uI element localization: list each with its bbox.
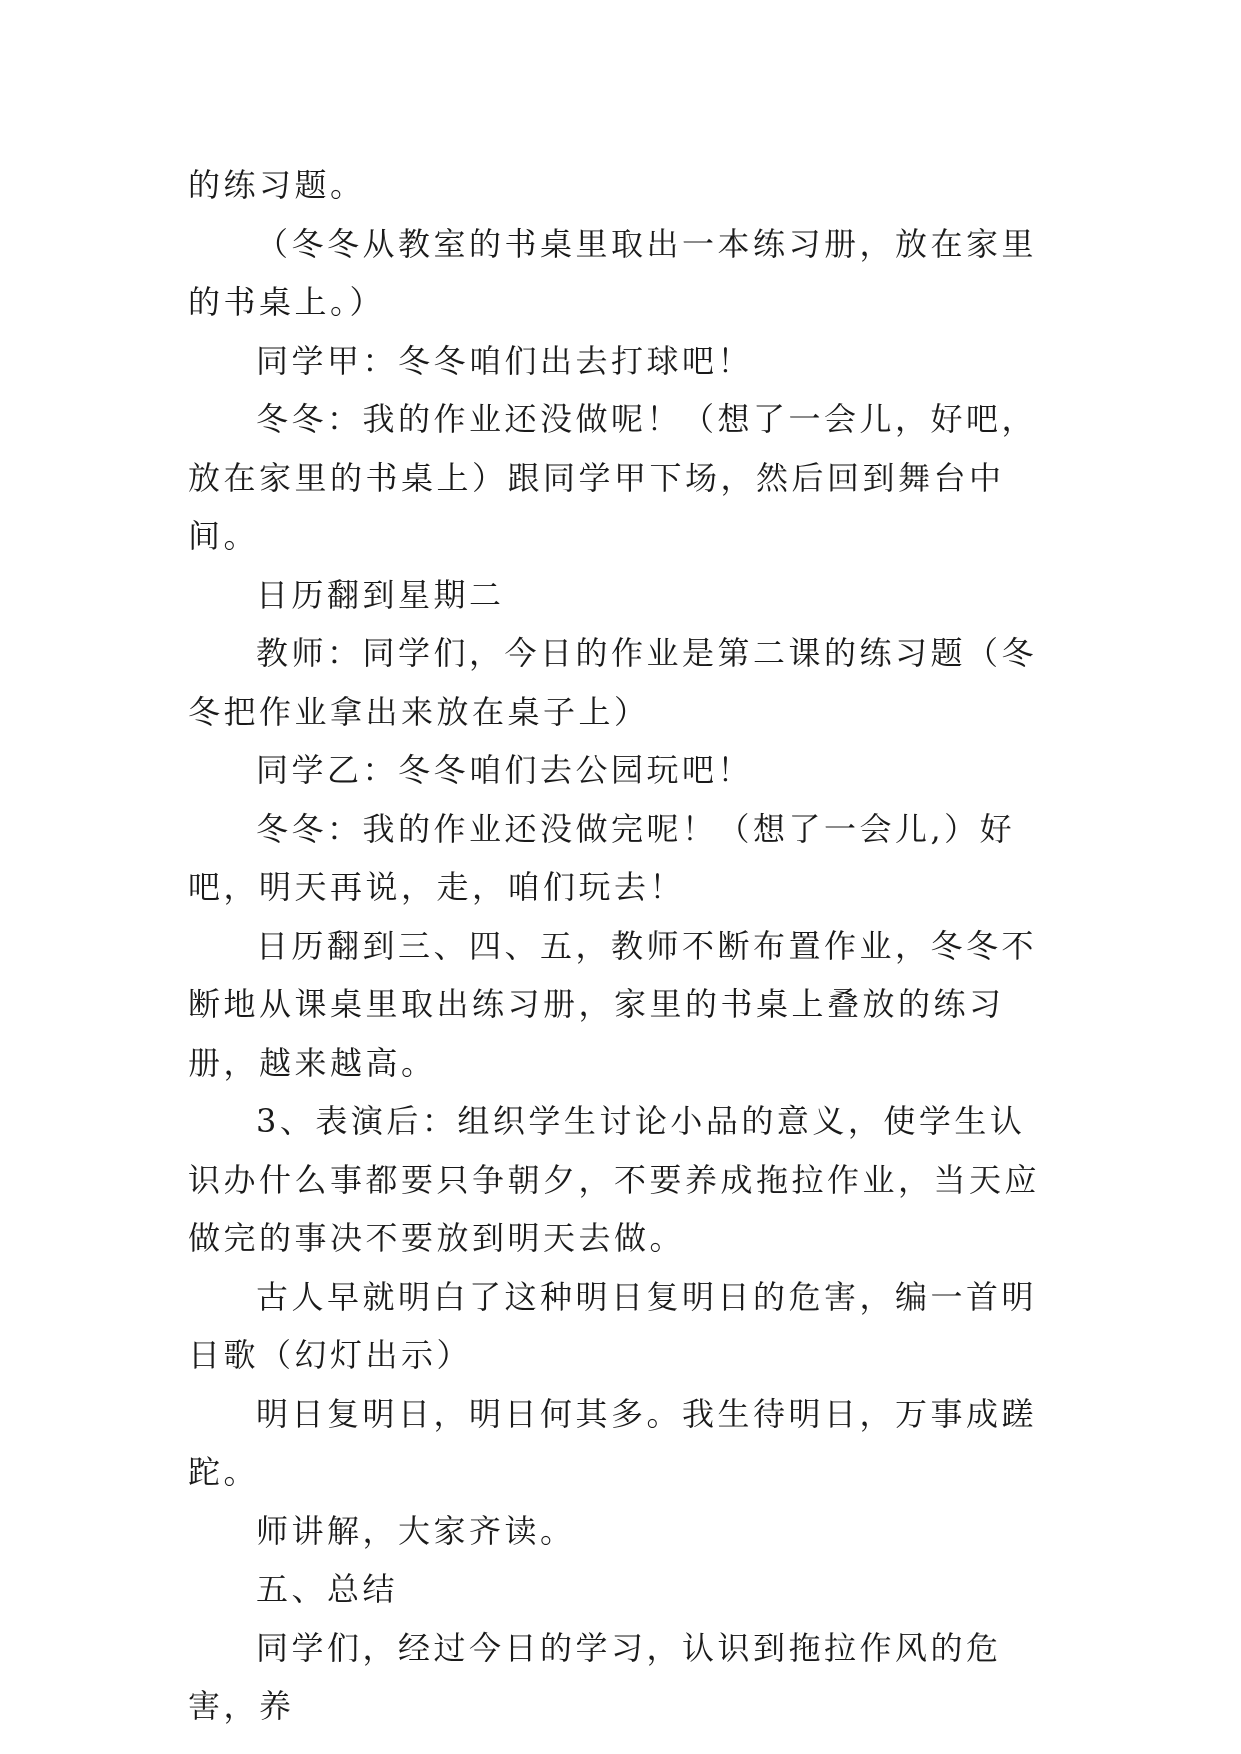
paragraph-teacher-explains: 师讲解，大家齐读。 xyxy=(256,1511,576,1550)
paragraph-teacher-line: 教师：同学们，今日的作业是第二课的练习题（冬冬把作业拿出来放在桌子上） xyxy=(188,634,1038,731)
paragraph-classmate-a-line: 同学甲：冬冬咱们出去打球吧！ xyxy=(256,341,754,380)
paragraph-calendar-rest: 日历翻到三、四、五，教师不断布置作业，冬冬不断地从课桌里取出练习册，家里的书桌上叠放的练习册，越来越高。 xyxy=(188,926,1038,1082)
paragraph-calendar-tuesday: 日历翻到星期二 xyxy=(256,575,505,614)
paragraph-after-performance: 3、表演后：组织学生讨论小品的意义，使学生认识办什么事都要只争朝夕，不要养成拖拉作业，当天应做完的事决不要放到明天去做。 xyxy=(188,1102,1041,1257)
document-body xyxy=(188,156,1052,1736)
paragraph-summary: 同学们，经过今日的学习，认识到拖拉作风的危害，养 xyxy=(188,1628,1002,1725)
paragraph-stage-direction: （冬冬从教室的书桌里取出一本练习册，放在家里的书桌上。） xyxy=(188,224,1038,321)
paragraph-continuation: 的练习题。 xyxy=(188,166,366,204)
paragraph-ancient-song-intro: 古人早就明白了这种明日复明日的危害，编一首明日歌（幻灯出示） xyxy=(188,1277,1038,1374)
paragraph-poem: 明日复明日，明日何其多。我生待明日，万事成蹉跎。 xyxy=(188,1394,1038,1491)
paragraph-classmate-b-line: 同学乙：冬冬咱们去公园玩吧！ xyxy=(256,751,754,789)
section-heading-summary: 五、总结 xyxy=(256,1570,399,1608)
paragraph-dongdong-line-2: 冬冬：我的作业还没做完呢！（想了一会儿,）好吧，明天再说，走，咱们玩去！ xyxy=(188,809,1016,906)
paragraph-dongdong-line-1: 冬冬：我的作业还没做呢！（想了一会儿，好吧，放在家里的书桌上）跟同学甲下场，然后回到舞台中间。 xyxy=(188,400,1038,555)
